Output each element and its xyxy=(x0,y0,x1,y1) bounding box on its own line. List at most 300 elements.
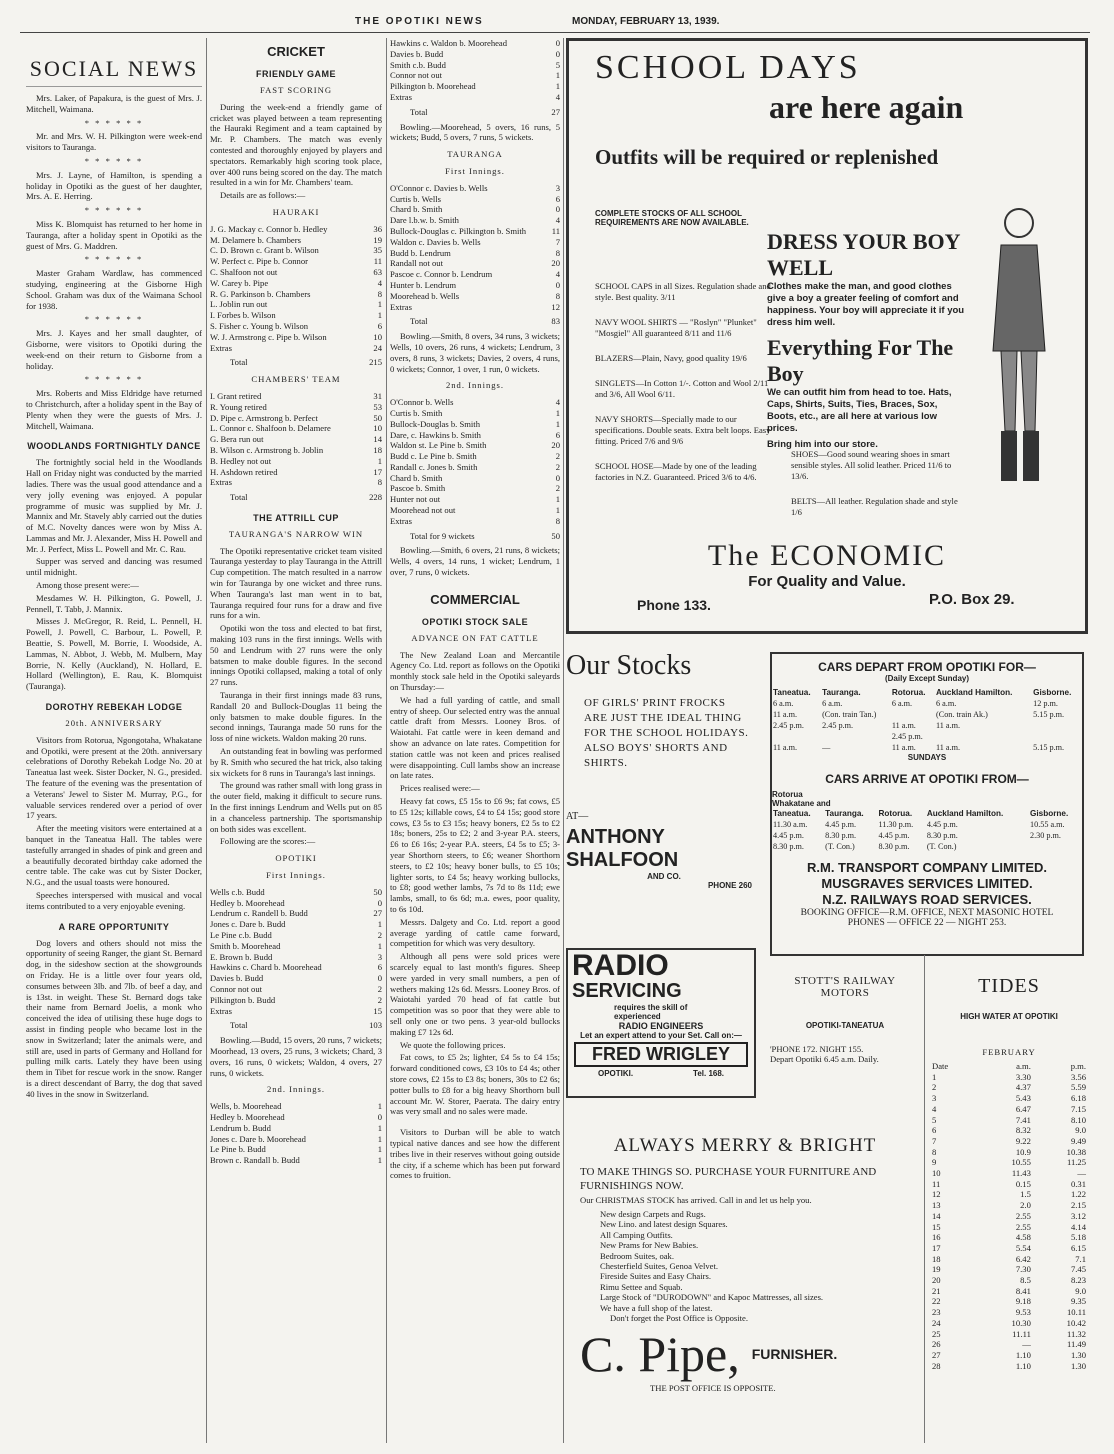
table-cell: 11.32 xyxy=(1066,1328,1086,1339)
player-name: Connor not out xyxy=(210,983,263,994)
table-cell: 17 xyxy=(932,1242,941,1253)
player-runs: 0 xyxy=(555,472,560,483)
player-name: Extras xyxy=(390,301,412,312)
table-head: Auckland Hamilton. xyxy=(926,809,1004,818)
ad-text: requires the skill of experienced xyxy=(614,1003,688,1021)
score-line xyxy=(390,483,560,494)
score-total xyxy=(410,316,560,327)
player-runs: 1 xyxy=(377,455,382,466)
bowling-summary: Bowling.—Smith, 6 overs, 21 runs, 8 wickets; Wells, 4 overs, 14 runs, 1 wicket; Lendrum, 1 over, 7 runs, 0 wickets. xyxy=(390,545,560,578)
score-list xyxy=(210,224,382,354)
company-name: N.Z. RAILWAYS ROAD SERVICES. xyxy=(822,892,1032,907)
player-runs: 50 xyxy=(373,886,382,897)
player-name: Pascoe b. Smith xyxy=(390,483,446,494)
table-cell: 0.15 xyxy=(1015,1178,1031,1189)
player-runs: 17 xyxy=(373,466,382,477)
arrive-rows xyxy=(772,819,1082,852)
radio-title: RADIO xyxy=(572,949,669,982)
tide-row xyxy=(930,1361,1088,1372)
score-line xyxy=(390,473,560,484)
table-cell: 7 xyxy=(932,1135,937,1146)
table-cell: 21 xyxy=(932,1285,941,1296)
social-item: Mrs. Roberts and Miss Eldridge have returned to Christchurch, after a holiday spent in the Bay of Plenty when they were the guests of Mrs. J. Mitchell, Waimana. xyxy=(26,388,202,431)
table-cell: 4.45 p.m. xyxy=(878,831,910,840)
table-cell: 5.54 xyxy=(1015,1242,1031,1253)
player-runs: 6 xyxy=(377,962,382,973)
social-item: Master Graham Wardlaw, has commenced studying, engineering at the Gisborne High School. Graham was dux of the Waimana School for 1938. xyxy=(26,268,202,311)
table-cell: 9.0 xyxy=(1075,1125,1086,1136)
table-row xyxy=(772,819,1082,830)
player-name: Lendrum c. Randell b. Budd xyxy=(210,908,308,919)
ad-text: We can outfit him from head to toe. Hats, Caps, Shirts, Suits, Ties, Braces, Sox, Boots, etc., are all here at various low prices. xyxy=(767,387,952,434)
table-head: Rotorua. xyxy=(878,809,913,818)
table-cell: 2.45 p.m. xyxy=(822,721,854,730)
table-cell: 7.41 xyxy=(1015,1114,1031,1125)
player-runs: 27 xyxy=(373,908,382,919)
ad-text: RADIO ENGINEERS xyxy=(618,1021,704,1031)
economic-tagline: For Quality and Value. xyxy=(748,573,906,590)
singlets-item: SINGLETS—In Cotton 1/-. Cotton and Wool 2/11 and 3/6, All Wool 6/11. xyxy=(595,378,769,399)
player-name: Smith c.b. Budd xyxy=(390,59,446,70)
table-cell: 10 xyxy=(932,1168,941,1179)
article-paragraph: The fortnightly social held in the Woodlands Hall on Friday night was conducted by the married ladies. There was the usual good attendance and a very jolly evening was enjoyed. A popular programme of music was supplied by Mr. J. Mannix and Mr. Stavely ably carried out the duties of M.C. Novelty dances were won by Miss A. Lammas and Mr. J. Alexander, Miss H. Powell and Mr. J. Perfect, Miss L. Powell and Mr. C. Rau. xyxy=(26,457,202,554)
score-line xyxy=(210,467,382,478)
ad-headline: are here again xyxy=(769,89,964,125)
player-runs: 1 xyxy=(377,919,382,930)
table-head: Taneatua. xyxy=(773,688,811,697)
score-line xyxy=(390,237,560,248)
player-runs: 1 xyxy=(555,81,560,92)
tide-row xyxy=(930,1264,1088,1275)
caps-item: SCHOOL CAPS in all Sizes. Regulation shade and style. Best quality. 3/11 xyxy=(595,281,771,302)
table-cell: 8.30 p.m. xyxy=(773,842,804,851)
player-name: Budd c. Le Pine b. Smith xyxy=(390,451,477,462)
score-line xyxy=(390,204,560,215)
player-name: O'Connor c. Davies b. Wells xyxy=(390,182,488,193)
player-name: Brown c. Randall b. Budd xyxy=(210,1155,300,1166)
player-runs: 24 xyxy=(373,342,382,353)
table-cell: 10.38 xyxy=(1066,1146,1086,1157)
score-total xyxy=(410,531,560,542)
table-cell xyxy=(1032,720,1082,731)
player-name: M. Delamere b. Chambers xyxy=(210,234,301,245)
table-cell: 9.18 xyxy=(1015,1296,1031,1307)
table-cell: 4.58 xyxy=(1015,1232,1031,1243)
tide-row xyxy=(930,1147,1088,1158)
tide-row xyxy=(930,1093,1088,1104)
opotiki-heading: OPOTIKI xyxy=(275,853,317,864)
total-runs: 228 xyxy=(369,492,382,503)
table-cell: 6.47 xyxy=(1015,1103,1031,1114)
score-list xyxy=(210,1101,382,1166)
furniture-items xyxy=(600,1209,910,1313)
player-name: Waldon st. Le Pine b. Smith xyxy=(390,440,487,451)
table-cell: 9 xyxy=(932,1157,937,1168)
player-runs: 4 xyxy=(555,397,560,408)
ad-text: Clothes make the man, and good clothes give a boy a greater feeling of comfort and happiness. Your boy will appreciate it if you dress him well. xyxy=(767,281,965,328)
score-line xyxy=(390,280,560,291)
player-name: D. Pipe c. Armstrong b. Perfect xyxy=(210,412,318,423)
score-total xyxy=(410,107,560,118)
separator: * * * * * * xyxy=(84,117,144,128)
ad-headline: SCHOOL DAYS xyxy=(595,49,861,86)
player-runs: 63 xyxy=(373,266,382,277)
tide-row xyxy=(930,1222,1088,1233)
tide-row xyxy=(930,1104,1088,1115)
table-cell: 1.30 xyxy=(1070,1349,1086,1360)
score-line xyxy=(210,321,382,332)
table-head: Taneatua. xyxy=(773,809,811,818)
player-name: Chard b. Smith xyxy=(390,204,443,215)
score-line xyxy=(210,245,382,256)
total-label: Total xyxy=(230,492,248,503)
player-name: Hawkins c. Chard b. Moorehead xyxy=(210,962,322,973)
player-name: Pascoe c. Connor b. Lendrum xyxy=(390,269,493,280)
social-item: Mr. and Mrs. W. H. Pilkington were week-end visitors to Tauranga. xyxy=(26,131,202,153)
ad-text: Our CHRISTMAS STOCK has arrived. Call in and let us help you. xyxy=(580,1195,812,1205)
score-line xyxy=(390,440,560,451)
player-name: Moorehead not out xyxy=(390,505,456,516)
article-paragraph: Messrs. Dalgety and Co. Ltd. report a good average yarding of cattle came forward, competition for which was very desultory. xyxy=(390,916,560,949)
table-row xyxy=(772,731,1082,742)
player-runs: 4 xyxy=(555,215,560,226)
player-runs: 6 xyxy=(555,429,560,440)
player-runs: 50 xyxy=(373,412,382,423)
player-runs: 0 xyxy=(555,204,560,215)
score-line xyxy=(210,343,382,354)
score-line xyxy=(210,456,382,467)
score-line xyxy=(210,908,382,919)
player-name: Bullock-Douglas b. Smith xyxy=(390,418,480,429)
table-cell xyxy=(1029,841,1082,852)
table-cell: 9.0 xyxy=(1075,1285,1086,1296)
table-cell: 7.15 xyxy=(1070,1103,1086,1114)
bowling-summary: Bowling.—Moorehead, 5 overs, 16 runs, 5 wickets; Budd, 5 overs, 7 runs, 5 wickets. xyxy=(390,121,560,143)
ad-headline: Our Stocks xyxy=(566,650,692,681)
tide-row xyxy=(930,1339,1088,1350)
table-cell: — xyxy=(1022,1339,1031,1350)
player-name: Wells c.b. Budd xyxy=(210,886,265,897)
tide-row xyxy=(930,1200,1088,1211)
commercial-heading: COMMERCIAL xyxy=(430,591,520,607)
second-innings-heading: 2nd. Innings. xyxy=(266,1084,326,1095)
economic-box: P.O. Box 29. xyxy=(929,591,1015,608)
column-rule xyxy=(924,955,925,1443)
separator: * * * * * * xyxy=(84,314,144,325)
player-runs: 1 xyxy=(377,1144,382,1155)
score-line xyxy=(390,516,560,527)
article-paragraph: During the week-end a friendly game of cricket was played between a team representing the Hauraki Regiment and a team captained by Mr. P. Chambers. The match was evenly contested and thoroughly enjoyed by players and spectators. Remarkably high scoring took place, over 400 runs being scored on the day. The match resulted in a win for Mr. Chambers' team. xyxy=(210,101,382,188)
list-item: New Lino. and latest design Squares. xyxy=(600,1219,728,1230)
table-cell: 8.30 p.m. xyxy=(825,831,857,840)
player-runs: 36 xyxy=(373,223,382,234)
score-list xyxy=(390,397,560,527)
total-runs: 83 xyxy=(551,316,560,327)
player-runs: 7 xyxy=(555,236,560,247)
score-total xyxy=(230,492,382,503)
table-cell: 14 xyxy=(932,1210,941,1221)
player-name: L. Connor c. Shalfoon b. Delamere xyxy=(210,423,331,434)
player-name: Randall not out xyxy=(390,258,443,269)
player-runs: 8 xyxy=(377,477,382,488)
player-name: Le Pine b. Budd xyxy=(210,1144,266,1155)
ad-headline: ALWAYS MERRY & BRIGHT xyxy=(613,1135,877,1156)
table-cell: 11 a.m. xyxy=(891,743,916,752)
player-runs: 0 xyxy=(377,973,382,984)
player-name: Hunter not out xyxy=(390,494,441,505)
table-row xyxy=(772,830,1082,841)
tide-row xyxy=(930,1243,1088,1254)
list-item: Fireside Suites and Easy Chairs. xyxy=(600,1271,711,1282)
total-label: Total xyxy=(410,106,428,117)
score-line xyxy=(210,235,382,246)
score-total xyxy=(230,1020,382,1031)
table-cell: 10.9 xyxy=(1015,1146,1031,1157)
table-cell: 7.45 xyxy=(1070,1264,1086,1275)
table-cell: 2.30 p.m. xyxy=(1030,831,1061,840)
player-runs: 0 xyxy=(555,48,560,59)
player-name: H. Ashdown retired xyxy=(210,466,278,477)
player-name: G. Bera run out xyxy=(210,434,264,445)
table-cell xyxy=(935,731,1032,742)
economic-name: The ECONOMIC xyxy=(707,539,947,572)
table-cell: 6 a.m. xyxy=(822,699,843,708)
table-cell: 1.22 xyxy=(1070,1189,1086,1200)
player-runs: 1 xyxy=(377,1155,382,1166)
score-line xyxy=(210,391,382,402)
player-name: Smith b. Moorehead xyxy=(210,940,281,951)
player-runs: 8 xyxy=(377,288,382,299)
player-name: L. Joblin run out xyxy=(210,299,268,310)
second-innings-heading: 2nd. Innings. xyxy=(445,380,505,391)
tauranga-heading: TAURANGA xyxy=(447,149,503,160)
blazers-item: BLAZERS—Plain, Navy, good quality 19/6 xyxy=(595,353,747,363)
total-label: Total xyxy=(230,357,248,368)
score-line xyxy=(210,477,382,488)
social-item: Miss K. Blomquist has returned to her home in Tauranga, after a holiday spent in Opotiki as the guest of Mrs. G. Maddren. xyxy=(26,218,202,251)
player-name: Chard b. Smith xyxy=(390,472,443,483)
table-cell: 1.10 xyxy=(1015,1360,1031,1371)
article-paragraph: Dog lovers and others should not miss the opportunity of seeing Ranger, the giant St. Bernard dog, in the sideshow section at the showgrounds on Friday. He is a little over four years old, consumes between 3lb. and 7lb. of beef a day, and is 13st. in weight. These St. Bernard dogs take their name from Bernard Joelis, a monk who conceived the idea of utilising these huge dogs to assist in finding people who became lost in the snow in Switzerland; later the animals were, and still are, used in parts of Germany and Holland for pulling milk carts. Lately they have been using them in Tibet for rescue work in the snow. Ranger is a direct descendant of Barry, the dog that saved 40 lives in the snow in Switzerland. xyxy=(26,937,202,1099)
player-name: Lendrum b. Budd xyxy=(210,1122,271,1133)
tides-rows xyxy=(930,1072,1088,1372)
table-cell: 2.55 xyxy=(1015,1221,1031,1232)
score-line xyxy=(210,930,382,941)
stotts-ad xyxy=(770,975,920,1064)
player-name: Connor not out xyxy=(390,70,443,81)
score-line xyxy=(390,397,560,408)
school-days-ad xyxy=(566,38,1088,634)
company-name: R.M. TRANSPORT COMPANY LIMITED. xyxy=(806,860,1048,875)
score-total xyxy=(230,357,382,368)
table-cell: 28 xyxy=(932,1360,941,1371)
player-runs: 1 xyxy=(377,940,382,951)
table-cell xyxy=(891,709,935,720)
table-cell: 9.22 xyxy=(1015,1135,1031,1146)
table-cell: 15 xyxy=(932,1221,941,1232)
player-runs: 0 xyxy=(555,38,560,48)
table-head: Tauranga. xyxy=(825,809,864,818)
table-cell: 1.10 xyxy=(1015,1349,1031,1360)
player-name: B. Hedley not out xyxy=(210,455,272,466)
tide-row xyxy=(930,1350,1088,1361)
total-label: Total xyxy=(410,316,428,327)
bowling-summary: Bowling.—Smith, 8 overs, 34 runs, 3 wickets; Wells, 10 overs, 26 runs, 4 wickets; Lendrum, 3 overs, 8 runs, 3 wickets; Davies, 2 overs, 4 runs, 0 wickets; Connor, 1 over, 1 run, 0 wickets. xyxy=(390,331,560,374)
table-cell: 8 xyxy=(932,1146,937,1157)
score-line xyxy=(390,70,560,81)
table-head: Rotorua. xyxy=(891,688,926,697)
score-line xyxy=(210,402,382,413)
player-runs: 2 xyxy=(377,929,382,940)
tides-subtitle: HIGH WATER AT OPOTIKI xyxy=(960,1012,1058,1021)
table-cell: (Con. train Ak.) xyxy=(936,710,988,719)
table-cell: 4.14 xyxy=(1070,1221,1086,1232)
table-cell: 1.30 xyxy=(1070,1360,1086,1371)
ad-text: Don't forget the Post Office is Opposite. xyxy=(610,1313,748,1324)
table-cell: 6 a.m. xyxy=(891,699,913,708)
total-label: Total for 9 wickets xyxy=(410,530,475,541)
stock-sale-heading: OPOTIKI STOCK SALE xyxy=(421,616,529,627)
furniture-ad xyxy=(580,1135,910,1393)
table-cell: 8.10 xyxy=(1070,1114,1086,1125)
table-cell: 6 a.m. xyxy=(773,699,794,708)
table-head-row xyxy=(930,1061,1088,1072)
score-line xyxy=(210,256,382,267)
player-name: C. Shalfoon not out xyxy=(210,266,278,277)
bowling-summary: Bowling.—Budd, 15 overs, 20 runs, 7 wickets; Moorhead, 13 overs, 25 runs, 3 wickets; Chard, 3 overs, 16 runs, 0 wickets; Waldon, 4 overs, 27 runs, 0 wickets. xyxy=(210,1035,382,1078)
player-name: Moorehead b. Wells xyxy=(390,290,460,301)
article-paragraph: Speeches interspersed with musical and vocal items contributed to a very enjoyable evening. xyxy=(26,890,202,911)
player-name: Hedley b. Moorehead xyxy=(210,897,285,908)
score-line xyxy=(390,226,560,237)
table-cell: 6.42 xyxy=(1015,1253,1031,1264)
table-head: Tauranga. xyxy=(822,688,861,697)
table-cell: 1.5 xyxy=(1020,1189,1031,1200)
table-cell: 10.55 xyxy=(1011,1157,1031,1168)
score-line xyxy=(390,258,560,269)
player-runs: 53 xyxy=(373,401,382,412)
table-cell: — xyxy=(1077,1168,1086,1179)
player-name: Wells, b. Moorehead xyxy=(210,1101,282,1112)
stotts-phone: 'PHONE 172. NIGHT 155. xyxy=(770,1044,864,1054)
player-name: Pilkington b. Moorehead xyxy=(390,81,476,92)
table-row xyxy=(772,841,1082,852)
score-line xyxy=(210,1155,382,1166)
separator: * * * * * * xyxy=(84,155,144,166)
score-line xyxy=(210,952,382,963)
table-cell: 19 xyxy=(932,1264,941,1275)
player-name: Davies b. Budd xyxy=(210,973,264,984)
player-name: Waldon c. Davies b. Wells xyxy=(390,236,481,247)
booking-office: BOOKING OFFICE—R.M. OFFICE, NEXT MASONIC HOTEL xyxy=(800,908,1054,918)
table-cell: 11.43 xyxy=(1011,1168,1031,1179)
article-paragraph: An outstanding feat in bowling was performed by R. Smith who secured the hat trick, also taking six wickets for 8 runs in Tauranga's last innings. xyxy=(210,746,382,778)
lodge-heading: DOROTHY REBEKAH LODGE xyxy=(45,702,183,713)
score-line xyxy=(390,215,560,226)
table-cell: — xyxy=(822,743,831,752)
tide-row xyxy=(930,1232,1088,1243)
economic-phone: Phone 133. xyxy=(637,597,711,613)
list-item: New design Carpets and Rugs. xyxy=(600,1209,706,1219)
ad-text: (Daily Except Sunday) xyxy=(884,674,970,683)
tide-row xyxy=(930,1254,1088,1265)
table-row xyxy=(772,742,1082,753)
player-name: S. Fisher c. Young b. Wilson xyxy=(210,320,309,331)
player-name: Curtis b. Smith xyxy=(390,407,443,418)
tide-row xyxy=(930,1179,1088,1190)
table-cell: 26 xyxy=(932,1339,941,1350)
table-cell: 5.43 xyxy=(1015,1093,1031,1104)
boy-illustration xyxy=(979,201,1059,501)
column-cricket xyxy=(210,38,382,1444)
table-cell: 16 xyxy=(932,1232,941,1243)
lodge-subheading: 20th. ANNIVERSARY xyxy=(65,718,163,729)
table-cell: 11.30 a.m. xyxy=(773,820,808,829)
player-name: Extras xyxy=(210,1005,232,1016)
tide-row xyxy=(930,1168,1088,1179)
score-line xyxy=(210,887,382,898)
table-cell: 5.18 xyxy=(1070,1232,1086,1243)
stotts-route: OPOTIKI-TANEATUA xyxy=(805,1021,885,1030)
player-runs: 2 xyxy=(555,483,560,494)
score-line xyxy=(390,451,560,462)
ad-text: THE POST OFFICE IS OPPOSITE. xyxy=(650,1383,776,1394)
player-runs: 1 xyxy=(377,310,382,321)
masthead: THE OPOTIKI NEWS xyxy=(355,16,484,27)
arrive-table xyxy=(772,808,1082,852)
player-name: W. Carey b. Pipe xyxy=(210,277,269,288)
score-list xyxy=(210,887,382,1017)
player-runs: 2 xyxy=(555,451,560,462)
player-runs: 11 xyxy=(551,225,560,236)
player-runs: 1 xyxy=(555,407,560,418)
table-cell: 8.30 p.m. xyxy=(926,831,958,840)
player-name: Hawkins c. Waldon b. Moorehead xyxy=(390,38,508,48)
shalfoon-name: ANTHONY SHALFOON xyxy=(566,826,679,871)
table-cell: 20 xyxy=(932,1275,941,1286)
player-name: Curtis b. Wells xyxy=(390,193,441,204)
wrigley-name: FRED WRIGLEY xyxy=(574,1042,748,1067)
tides-panel xyxy=(930,975,1088,1371)
score-line xyxy=(210,973,382,984)
total-label: Total xyxy=(230,1020,248,1031)
player-runs: 6 xyxy=(555,193,560,204)
player-name: Hedley b. Moorehead xyxy=(210,1111,285,1122)
player-runs: 2 xyxy=(377,983,382,994)
player-name: C. D. Brown c. Grant b. Wilson xyxy=(210,245,319,256)
score-line xyxy=(210,962,382,973)
player-runs: 1 xyxy=(377,1101,382,1112)
article-paragraph: We quote the following prices. xyxy=(400,1039,506,1050)
player-runs: 4 xyxy=(555,269,560,280)
stotts-depart: Depart Opotiki 6.45 a.m. Daily. xyxy=(770,1054,879,1064)
player-name: O'Connor b. Wells xyxy=(390,397,454,408)
table-cell: 25 xyxy=(932,1328,941,1339)
cricket-heading: CRICKET xyxy=(267,44,325,59)
table-cell: 18 xyxy=(932,1253,941,1264)
player-name: Pilkington b. Budd xyxy=(210,994,276,1005)
table-head: Gisborne. xyxy=(1033,688,1072,697)
table-cell: 4.45 p.m. xyxy=(773,831,804,840)
table-cell: 6 a.m. xyxy=(936,699,957,708)
ad-dress-heading: DRESS YOUR BOY WELL xyxy=(767,229,960,280)
article-paragraph: We had a full yarding of cattle, and small entry of sheep. Our selected entry was the annual cattle draft from Messrs. Looney Bros. of Waiotahi. Fat cattle were in keen demand and show an advance on late rates. Competition for station cattle was not keen and prices realised were disappointing. Cull lambs show an increase on late rates. xyxy=(390,694,560,781)
player-runs: 11 xyxy=(373,256,382,267)
player-runs: 0 xyxy=(377,897,382,908)
tide-row xyxy=(930,1286,1088,1297)
tide-row xyxy=(930,1318,1088,1329)
player-name: Extras xyxy=(210,342,232,353)
